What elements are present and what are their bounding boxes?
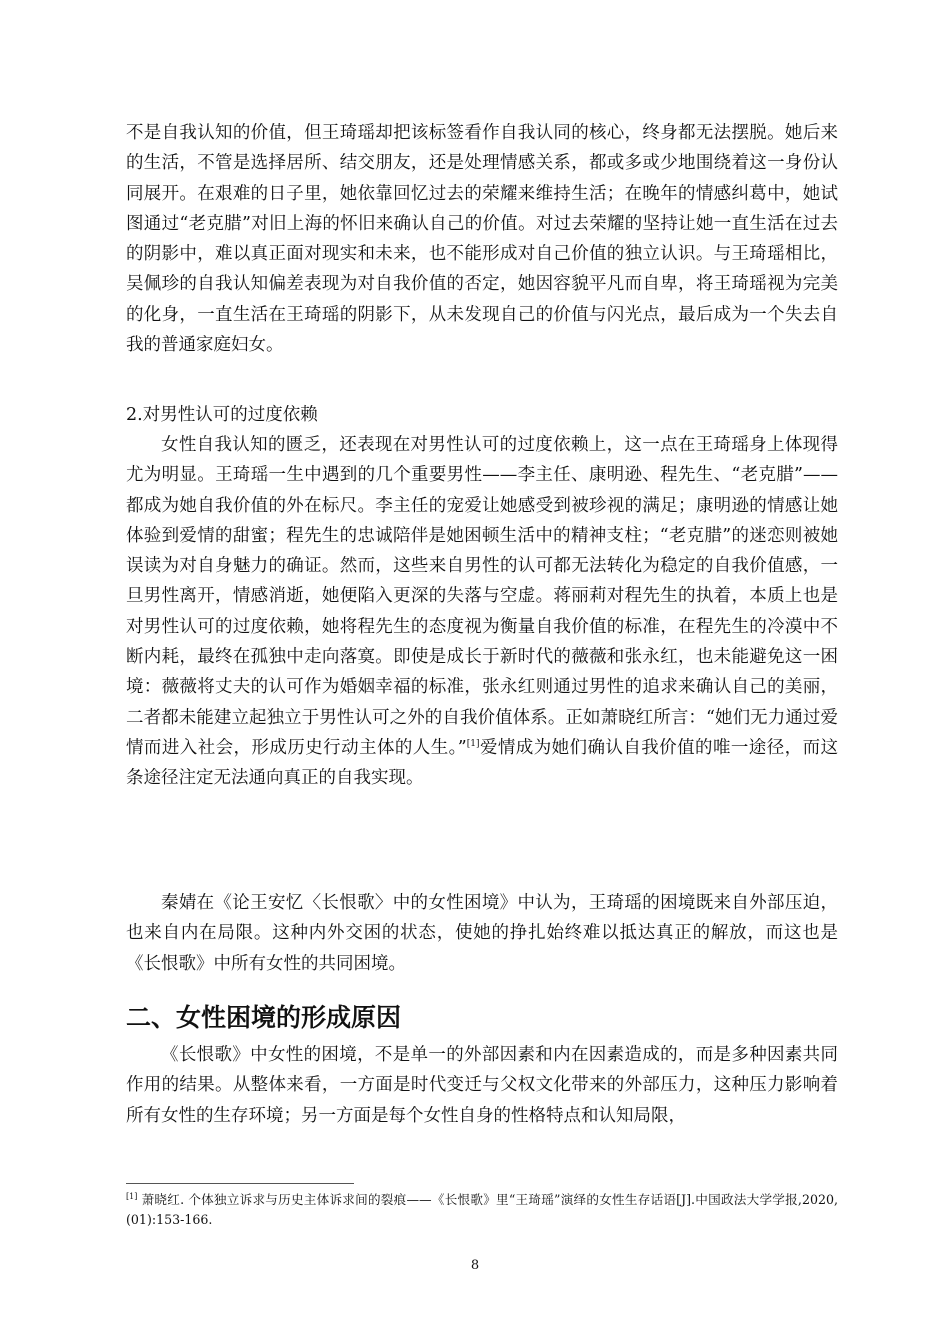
body-paragraph-1: 不是自我认知的价值，但王琦瑶却把该标签看作自我认同的核心，终身都无法摆脱。她后来的生活，不管是选择居所、结交朋友，还是处理情感关系，都或多或少地围绕着这一身份认同展开。在艰难的日子里，她依靠回忆过去的荣耀来维持生活；在晚年的情感纠葛中，她试图通过“老克腊”对旧上海的怀旧来确认自己的价值。对过去荣耀的坚持让她一直生活在过去的阴影中，难以真正面对现实和未来，也不能形成对自己价值的独立认识。与王琦瑶相比，吴佩珍的自我认知偏差表现为对自我价值的否定，她因容貌平凡而自卑，将王琦瑶视为完美的化身，一直生活在王琦瑶的阴影下，从未发现自己的价值与闪光点，最后成为一个失去自我的普通家庭妇女。 — [126, 123, 838, 356]
paragraph-2-text-a: 女性自我认知的匮乏，还表现在对男性认可的过度依赖上，这一点在王琦瑶身上体现得尤为明显。王琦瑶一生中遇到的几个重要男性——李主任、康明逊、程先生、“老克腊”——都成为她自我价值的外在标尺。李主任的宠爱让她感受到被珍视的满足；康明逊的情感让她体验到爱情的甜蜜；程先生的忠诚陪伴是她困顿生活中的精神支柱；“老克腊”的迷恋则被她误读为对自身魅力的确证。然而，这些来自男性的认可都无法转化为稳定的自我价值感，一旦男性离开，情感消逝，她便陷入更深的失落与空虚。蒋丽莉对程先生的执着，本质上也是对男性认可的过度依赖，她将程先生的态度视为衡量自我价值的标准，在程先生的冷漠中不断内耗，最终在孤独中走向落寞。即使是成长于新时代的薇薇和张永红，也未能避免这一困境：薇薇将丈夫的认可作为婚姻幸福的标准，张永红则通过男性的追求来确认自己的美丽，二者都未能建立起独立于男性认可之外的自我价值体系。正如萧晓红所言：“她们无力通过爱情而进入社会，形成历史行动主体的人生。” — [126, 435, 838, 758]
footnote — [126, 1190, 838, 1230]
footnote-reference[interactable]: [1] — [466, 738, 480, 749]
body-paragraph-4: 《长恨歌》中女性的困境，不是单一的外部因素和内在因素造成的，而是多种因素共同作用的结果。从整体来看，一方面是时代变迁与父权文化带来的外部压力，这种压力影响着所有女性的生存环境；另一方面是每个女性自身的性格特点和认知局限， — [126, 1045, 838, 1126]
footnote-marker: [1] — [126, 1192, 138, 1201]
footnote-text: 萧晓红. 个体独立诉求与历史主体诉求间的裂痕——《长恨歌》里“王琦瑶”演绎的女性生存话语[J].中国政法大学学报,2020,(01):153-166. — [126, 1192, 838, 1227]
page-number: 8 — [470, 1258, 480, 1273]
footnote-divider — [126, 1183, 354, 1184]
paragraph-2-text-b: 爱情成为她们确认自我价值的唯一途径，而这条途径注定无法通向真正的自我实现。 — [126, 737, 838, 789]
body-paragraph-2 — [126, 430, 838, 794]
section-heading: 二、女性困境的形成原因 — [126, 1003, 402, 1032]
body-paragraph-3: 秦婧在《论王安忆〈长恨歌〉中的女性困境》中认为，王琦瑶的困境既来自外部压迫，也来自内在局限。这种内外交困的状态，使她的挣扎始终难以抵达真正的解放，而这也是《长恨歌》中所有女性的共同困境。 — [126, 893, 838, 974]
subheading: 2.对男性认可的过度依赖 — [126, 405, 318, 425]
